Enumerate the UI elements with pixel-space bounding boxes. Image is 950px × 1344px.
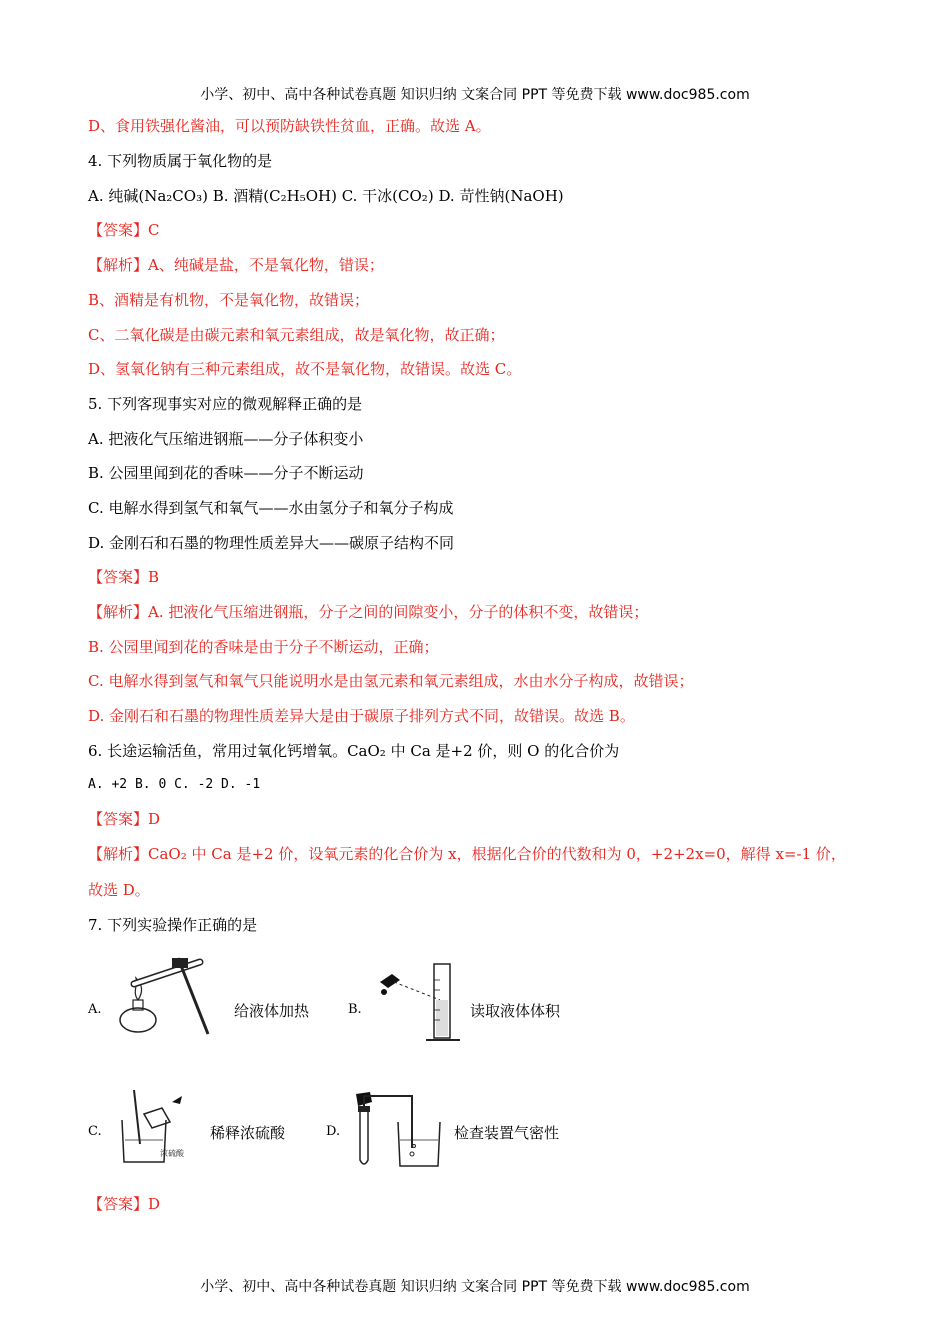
analysis-5-b: B. 公园里闻到花的香味是由于分子不断运动，正确； [88, 638, 439, 656]
option-a-letter: A. [88, 1002, 102, 1017]
question-7: 7. 下列实验操作正确的是 [88, 916, 258, 934]
answer-4: 【答案】C [88, 221, 160, 239]
question-5-option-d: D. 金刚石和石墨的物理性质差异大——碳原子结构不同 [88, 534, 455, 552]
option-c-label: 稀释浓硫酸 [210, 1124, 286, 1142]
analysis-6-cont: 故选 D。 [88, 881, 150, 899]
option-b-letter: B. [348, 1002, 362, 1017]
analysis-4-c: C、二氧化碳是由碳元素和氧元素组成，故是氧化物，故正确； [88, 326, 505, 344]
analysis-6: 【解析】CaO₂ 中 Ca 是+2 价，设氧元素的化合价为 x，根据化合价的代数和为 0，+2+2x=0，解得 x=-1 价， [88, 845, 846, 863]
question-6: 6. 长途运输活鱼，常用过氧化钙增氧。CaO₂ 中 Ca 是+2 价，则 O 的化合价为 [88, 742, 620, 760]
option-b-label: 读取液体体积 [470, 1002, 561, 1020]
answer-7: 【答案】D [88, 1195, 161, 1213]
analysis-4-d: D、氢氧化钠有三种元素组成，故不是氧化物，故错误。故选 C。 [88, 360, 522, 378]
read-volume-figure [370, 960, 470, 1046]
analysis-4-b: B、酒精是有机物，不是氧化物，故错误； [88, 291, 370, 309]
page-header: 小学、初中、高中各种试卷真题 知识归纳 文案合同 PPT 等免费下载 www.doc985.com [200, 87, 750, 103]
question-5: 5. 下列客现事实对应的微观解释正确的是 [88, 395, 363, 413]
question-4: 4. 下列物质属于氧化物的是 [88, 152, 273, 170]
dilute-acid-figure [116, 1086, 202, 1168]
question-5-option-a: A. 把液化气压缩进钢瓶——分子体积变小 [88, 430, 364, 448]
heating-liquid-figure [108, 948, 218, 1040]
option-a-label: 给液体加热 [234, 1002, 310, 1020]
analysis-4-a: 【解析】A、纯碱是盐，不是氧化物，错误； [88, 256, 384, 274]
option-d-letter: D. [326, 1124, 341, 1139]
analysis-5-d: D. 金刚石和石墨的物理性质差异大是由于碳原子排列方式不同，故错误。故选 B。 [88, 707, 635, 725]
page-footer: 小学、初中、高中各种试卷真题 知识归纳 文案合同 PPT 等免费下载 www.doc985.com [200, 1279, 750, 1295]
answer-6: 【答案】D [88, 810, 161, 828]
question-5-option-b: B. 公园里闻到花的香味——分子不断运动 [88, 464, 364, 482]
analysis-5-c: C. 电解水得到氢气和氧气只能说明水是由氢元素和氧元素组成，水由水分子构成，故错误； [88, 672, 694, 690]
option-d-label: 检查装置气密性 [454, 1124, 560, 1142]
question-4-options: A. 纯碱(Na₂CO₃) B. 酒精(C₂H₅OH) C. 干冰(CO₂) D. 苛性钠(NaOH) [88, 187, 564, 205]
beaker-label: 浓硫酸 [160, 1149, 184, 1158]
answer-5: 【答案】B [88, 568, 160, 586]
question-5-option-c: C. 电解水得到氢气和氧气——水由氢分子和氧分子构成 [88, 499, 454, 517]
analysis-5-a: 【解析】A. 把液化气压缩进钢瓶，分子之间的间隙变小，分子的体积不变，故错误； [88, 603, 649, 621]
airtightness-figure [350, 1088, 446, 1172]
text-line: D、食用铁强化酱油，可以预防缺铁性贫血，正确。故选 A。 [88, 117, 491, 135]
question-6-options: A. +2 B. 0 C. -2 D. -1 [88, 777, 261, 792]
option-c-letter: C. [88, 1124, 102, 1139]
